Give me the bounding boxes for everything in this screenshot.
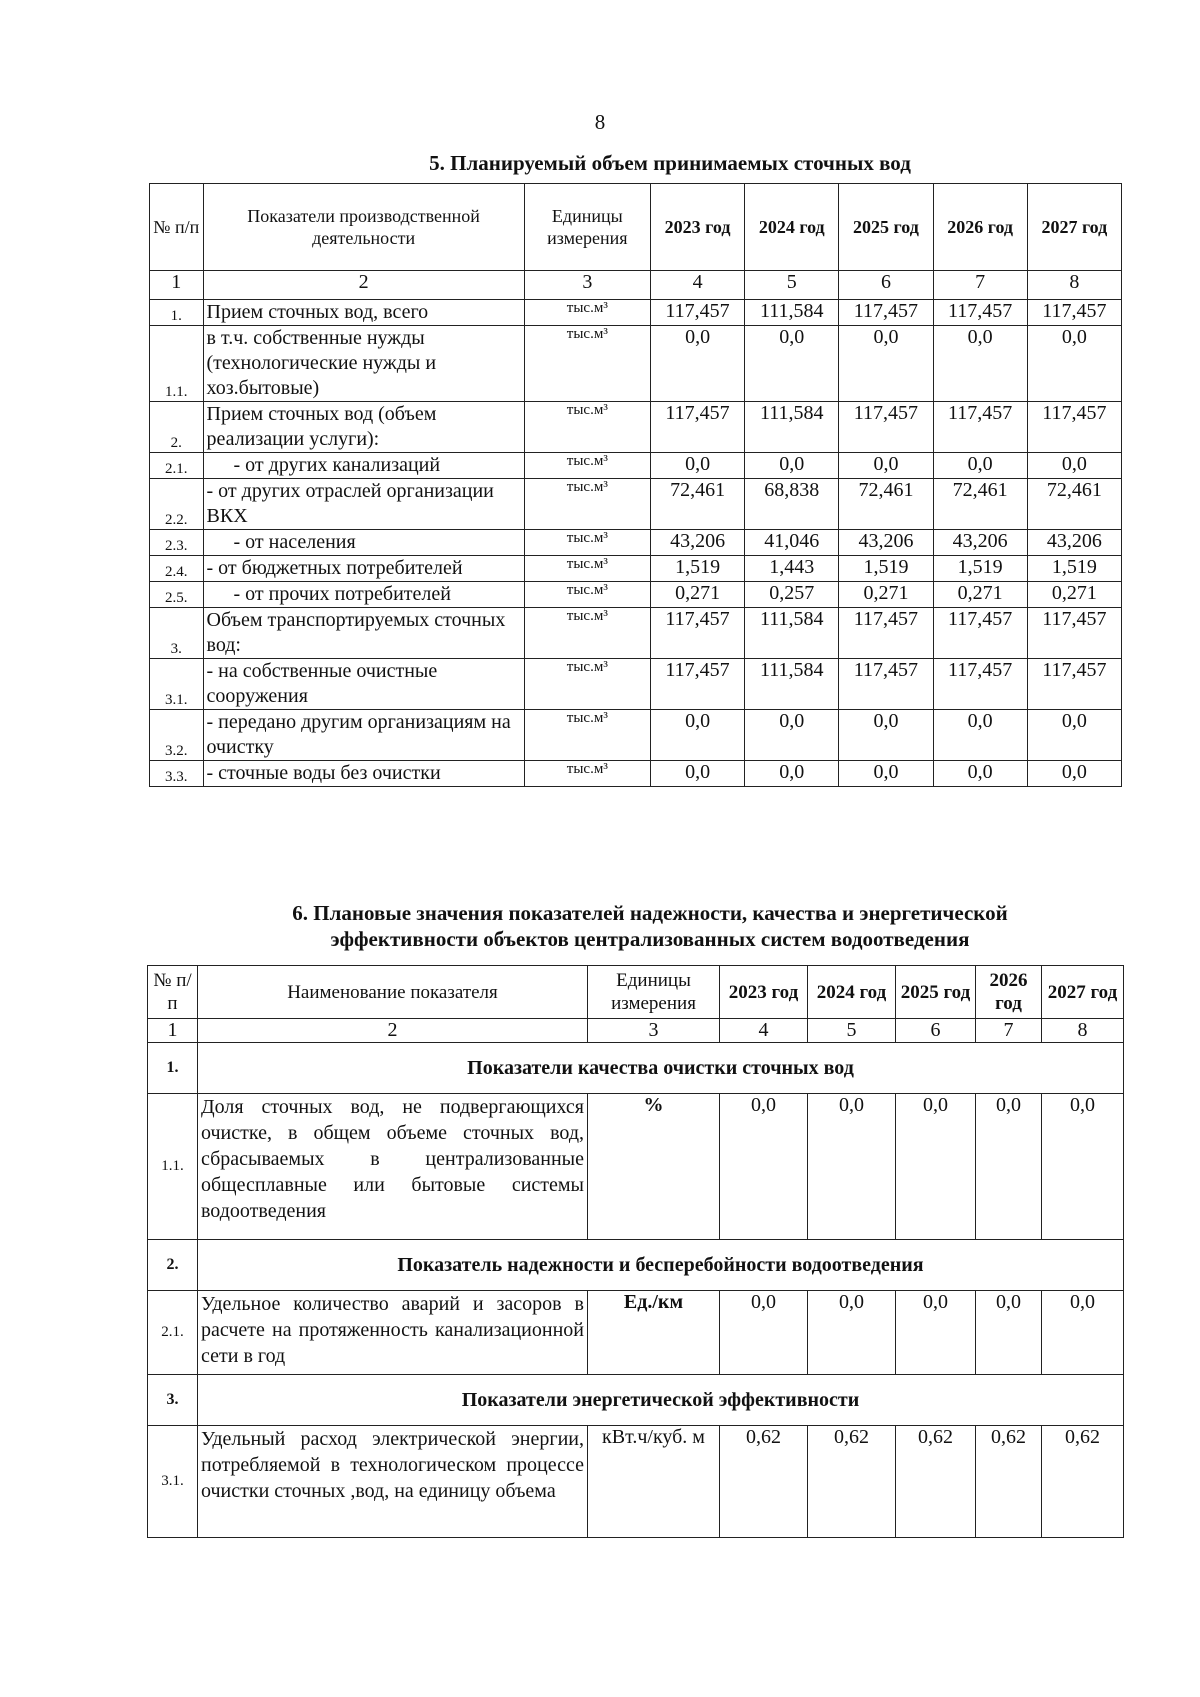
table-row: [150, 761, 1122, 787]
value-cell: 0,0: [650, 761, 744, 787]
value-cell: 0,0: [933, 453, 1027, 479]
section-header-row: [148, 1240, 1124, 1291]
column-number: 2: [203, 271, 524, 300]
header-cell: 2026 год: [976, 966, 1042, 1019]
value-cell: 0,0: [745, 453, 839, 479]
table-row: [148, 1291, 1124, 1375]
value-cell: 0,0: [745, 761, 839, 787]
row-number: 3.: [150, 608, 204, 659]
header-cell: 2024 год: [808, 966, 896, 1019]
value-cell: 111,584: [745, 402, 839, 453]
value-cell: 0,0: [896, 1291, 976, 1375]
value-cell: 0,0: [839, 326, 933, 402]
value-cell: 0,271: [933, 582, 1027, 608]
value-cell: 0,0: [720, 1094, 808, 1240]
row-unit: тыс.м³: [524, 608, 650, 659]
row-label: - на собственные очистные сооружения: [203, 659, 524, 710]
column-number: 8: [1027, 271, 1121, 300]
row-label: в т.ч. собственные нужды (технологические нужды и хоз.бытовые): [203, 326, 524, 402]
value-cell: 43,206: [1027, 530, 1121, 556]
row-unit: тыс.м³: [524, 582, 650, 608]
row-number: 2.: [150, 402, 204, 453]
row-number: 2.1.: [148, 1291, 198, 1375]
header-cell: 2024 год: [745, 184, 839, 271]
row-unit: тыс.м³: [524, 402, 650, 453]
value-cell: 72,461: [839, 479, 933, 530]
row-unit: %: [588, 1094, 720, 1240]
value-cell: 117,457: [839, 300, 933, 326]
row-number: 1.: [150, 300, 204, 326]
column-number: 7: [976, 1019, 1042, 1043]
row-number: 3.1.: [148, 1426, 198, 1538]
row-number: 2.3.: [150, 530, 204, 556]
value-cell: 0,0: [1027, 326, 1121, 402]
value-cell: 0,0: [1027, 761, 1121, 787]
value-cell: 0,0: [1027, 710, 1121, 761]
row-number: 3.1.: [150, 659, 204, 710]
row-label: Удельное количество аварий и засоров в расчете на протяженность канализационной сети в год: [198, 1291, 588, 1375]
value-cell: 0,62: [1042, 1426, 1124, 1538]
row-unit: тыс.м³: [524, 326, 650, 402]
table-row: [150, 608, 1122, 659]
row-label: Удельный расход электрической энергии, потребляемой в технологическом процессе очистки сточных ,вод, на единицу объема: [198, 1426, 588, 1538]
column-number: 8: [1042, 1019, 1124, 1043]
value-cell: 0,0: [720, 1291, 808, 1375]
value-cell: 117,457: [839, 402, 933, 453]
row-label: - сточные воды без очистки: [203, 761, 524, 787]
section-number: 1.: [148, 1043, 198, 1094]
header-cell: 2026 год: [933, 184, 1027, 271]
value-cell: 0,0: [976, 1094, 1042, 1240]
row-number: 3.2.: [150, 710, 204, 761]
value-cell: 117,457: [650, 300, 744, 326]
header-cell: № п/п: [150, 184, 204, 271]
value-cell: 117,457: [933, 300, 1027, 326]
table-row: [148, 1094, 1124, 1240]
value-cell: 1,519: [1027, 556, 1121, 582]
column-number: 7: [933, 271, 1027, 300]
value-cell: 0,62: [720, 1426, 808, 1538]
column-number: 6: [896, 1019, 976, 1043]
column-number: 2: [198, 1019, 588, 1043]
section-title: Показатели энергетической эффективности: [198, 1375, 1124, 1426]
row-label: Прием сточных вод (объем реализации услуги):: [203, 402, 524, 453]
table6-title-line: эффективности объектов централизованных систем водоотведения: [330, 927, 970, 951]
row-label: - от населения: [203, 530, 524, 556]
value-cell: 0,0: [839, 710, 933, 761]
value-cell: 0,0: [745, 326, 839, 402]
row-unit: кВт.ч/куб. м: [588, 1426, 720, 1538]
page-number: 8: [594, 110, 606, 134]
header-cell: 2023 год: [720, 966, 808, 1019]
value-cell: 43,206: [933, 530, 1027, 556]
value-cell: 0,257: [745, 582, 839, 608]
row-number: 2.5.: [150, 582, 204, 608]
wastewater-volume-table: [149, 183, 1122, 787]
value-cell: 0,0: [839, 453, 933, 479]
row-label: - от других канализаций: [203, 453, 524, 479]
table-row: [150, 556, 1122, 582]
section-title: Показатели качества очистки сточных вод: [198, 1043, 1124, 1094]
row-unit: тыс.м³: [524, 761, 650, 787]
row-label: - передано другим организациям на очистку: [203, 710, 524, 761]
table-row: [150, 402, 1122, 453]
row-label: - от бюджетных потребителей: [203, 556, 524, 582]
table-row: [150, 479, 1122, 530]
row-number: 1.1.: [150, 326, 204, 402]
section-number: 2.: [148, 1240, 198, 1291]
row-number: 2.1.: [150, 453, 204, 479]
row-unit: тыс.м³: [524, 710, 650, 761]
row-unit: Ед./км: [588, 1291, 720, 1375]
value-cell: 117,457: [1027, 659, 1121, 710]
table-row: [150, 710, 1122, 761]
column-number: 5: [745, 271, 839, 300]
row-number: 1.1.: [148, 1094, 198, 1240]
column-number: 4: [650, 271, 744, 300]
section-header-row: [148, 1375, 1124, 1426]
row-unit: тыс.м³: [524, 300, 650, 326]
row-label: - от прочих потребителей: [203, 582, 524, 608]
section-number: 3.: [148, 1375, 198, 1426]
value-cell: 0,0: [1027, 453, 1121, 479]
value-cell: 0,0: [933, 710, 1027, 761]
row-unit: тыс.м³: [524, 479, 650, 530]
value-cell: 0,0: [745, 710, 839, 761]
value-cell: 0,271: [650, 582, 744, 608]
header-cell: 2027 год: [1042, 966, 1124, 1019]
table-row: [150, 300, 1122, 326]
table6-column-number-row: [148, 1019, 1124, 1043]
table-row: [150, 582, 1122, 608]
value-cell: 117,457: [650, 402, 744, 453]
row-label: Доля сточных вод, не подвергающихся очистке, в общем объеме сточных вод, сбрасываемых в централизованные общесплавные или бытовые системы водоотведения: [198, 1094, 588, 1240]
section-header-row: [148, 1043, 1124, 1094]
row-number: 2.4.: [150, 556, 204, 582]
value-cell: 1,519: [933, 556, 1027, 582]
row-unit: тыс.м³: [524, 659, 650, 710]
value-cell: 0,0: [1042, 1291, 1124, 1375]
value-cell: 1,443: [745, 556, 839, 582]
header-cell: Показатели производственной деятельности: [203, 184, 524, 271]
row-unit: тыс.м³: [524, 453, 650, 479]
value-cell: 1,519: [839, 556, 933, 582]
value-cell: 117,457: [839, 659, 933, 710]
value-cell: 117,457: [933, 608, 1027, 659]
value-cell: 43,206: [839, 530, 933, 556]
indicators-table: [147, 965, 1124, 1538]
table-row: [150, 326, 1122, 402]
row-label: Прием сточных вод, всего: [203, 300, 524, 326]
value-cell: 117,457: [650, 608, 744, 659]
row-unit: тыс.м³: [524, 556, 650, 582]
value-cell: 117,457: [933, 659, 1027, 710]
header-cell: 2025 год: [839, 184, 933, 271]
table-row: [150, 530, 1122, 556]
table6-title-line: 6. Плановые значения показателей надежности, качества и энергетической: [292, 901, 1008, 925]
header-cell: 2023 год: [650, 184, 744, 271]
value-cell: 117,457: [650, 659, 744, 710]
value-cell: 117,457: [839, 608, 933, 659]
header-cell: Единицы измерения: [524, 184, 650, 271]
value-cell: 117,457: [1027, 300, 1121, 326]
column-number: 6: [839, 271, 933, 300]
value-cell: 0,0: [896, 1094, 976, 1240]
row-unit: тыс.м³: [524, 530, 650, 556]
column-number: 5: [808, 1019, 896, 1043]
value-cell: 117,457: [1027, 402, 1121, 453]
table6-header-row: [148, 966, 1124, 1019]
table-row: [148, 1426, 1124, 1538]
value-cell: 68,838: [745, 479, 839, 530]
column-number: 3: [588, 1019, 720, 1043]
value-cell: 72,461: [1027, 479, 1121, 530]
table6-title: [50, 900, 1200, 952]
value-cell: 0,271: [839, 582, 933, 608]
value-cell: 0,0: [933, 761, 1027, 787]
header-cell: Наименование показателя: [198, 966, 588, 1019]
column-number: 4: [720, 1019, 808, 1043]
column-number: 1: [150, 271, 204, 300]
value-cell: 0,62: [976, 1426, 1042, 1538]
value-cell: 0,0: [808, 1094, 896, 1240]
value-cell: 0,0: [650, 453, 744, 479]
value-cell: 43,206: [650, 530, 744, 556]
value-cell: 1,519: [650, 556, 744, 582]
row-number: 3.3.: [150, 761, 204, 787]
table5-column-number-row: [150, 271, 1122, 300]
row-label: - от других отраслей организации ВКХ: [203, 479, 524, 530]
row-number: 2.2.: [150, 479, 204, 530]
header-cell: 2027 год: [1027, 184, 1121, 271]
value-cell: 0,0: [933, 326, 1027, 402]
column-number: 1: [148, 1019, 198, 1043]
section-title: Показатель надежности и бесперебойности водоотведения: [198, 1240, 1124, 1291]
value-cell: 0,0: [808, 1291, 896, 1375]
header-cell: 2025 год: [896, 966, 976, 1019]
header-cell: № п/п: [148, 966, 198, 1019]
value-cell: 111,584: [745, 659, 839, 710]
table5-title: 5. Планируемый объем принимаемых сточных вод: [429, 151, 911, 175]
column-number: 3: [524, 271, 650, 300]
value-cell: 117,457: [933, 402, 1027, 453]
value-cell: 0,271: [1027, 582, 1121, 608]
value-cell: 0,0: [650, 710, 744, 761]
value-cell: 0,62: [808, 1426, 896, 1538]
header-cell: Единицы измерения: [588, 966, 720, 1019]
value-cell: 111,584: [745, 608, 839, 659]
table5-header-row: [150, 184, 1122, 271]
table-row: [150, 453, 1122, 479]
value-cell: 0,0: [1042, 1094, 1124, 1240]
row-label: Объем транспортируемых сточных вод:: [203, 608, 524, 659]
value-cell: 72,461: [650, 479, 744, 530]
value-cell: 0,0: [650, 326, 744, 402]
value-cell: 0,0: [839, 761, 933, 787]
value-cell: 117,457: [1027, 608, 1121, 659]
table-row: [150, 659, 1122, 710]
value-cell: 111,584: [745, 300, 839, 326]
value-cell: 41,046: [745, 530, 839, 556]
value-cell: 0,0: [976, 1291, 1042, 1375]
value-cell: 0,62: [896, 1426, 976, 1538]
value-cell: 72,461: [933, 479, 1027, 530]
